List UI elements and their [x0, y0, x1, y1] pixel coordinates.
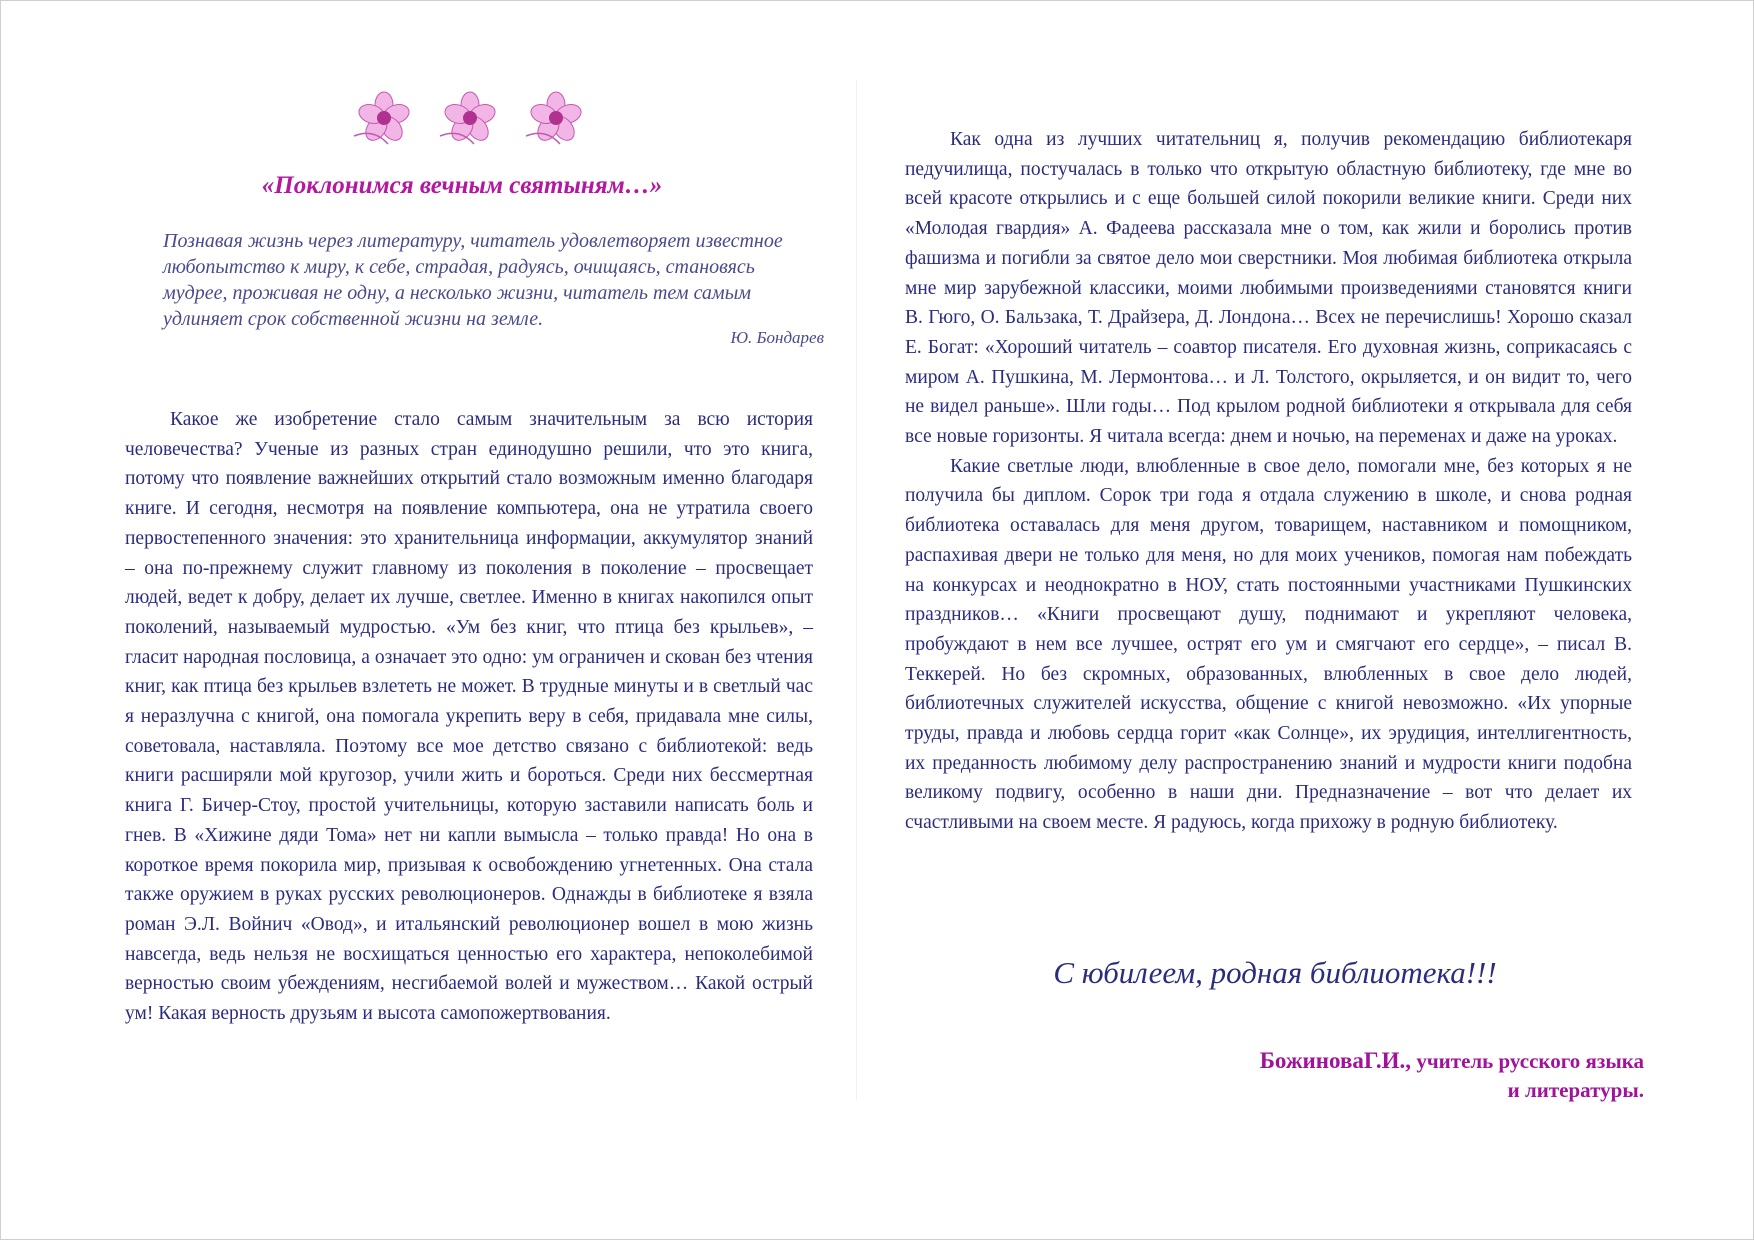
left-column: [125, 405, 813, 1029]
flower-icon: [436, 84, 504, 152]
page-title: «Поклонимся вечным святыням…»: [261, 172, 663, 199]
author-signature: [1060, 1046, 1644, 1105]
epigraph-author: Ю. Бондарев: [730, 328, 824, 347]
author-role: учитель русского языка: [1411, 1049, 1644, 1073]
epigraph-text: Познавая жизнь через литературу, читатель удовлетворяет известное любопытство к миру, к себе, страдая, радуясь, очищаясь, становясь мудрее, проживая не одну, а несколько жизни, читатель тем самым удлиняет срок собственной жизни на земле.: [163, 230, 783, 330]
right-column: [905, 125, 1632, 838]
author-name: БожиноваГ.И.,: [1259, 1048, 1412, 1073]
author-role-line2: и литературы.: [1507, 1078, 1644, 1102]
body-paragraph: Какое же изобретение стало самым значительным за всю история человечества? Ученые из разных стран единодушно решили, что это книга, потому что появление важнейших открытий стало возможным именно благодаря книге. И сегодня, несмотря на появление компьютера, она не утратила своего первостепенного значения: это хранительница информации, аккумулятор знаний – она по-прежнему служит главному из поколения в поколение – просвещает людей, ведет к добру, делает их лучше, светлее. Именно в книгах накопился опыт поколений, называемый мудростью. «Ум без книг, что птица без крыльев», – гласит народная пословица, а означает это одно: ум ограничен и скован без чтения книг, как птица без крыльев взлететь не может. В трудные минуты и в светлый час я неразлучна с книгой, она помогала укрепить веру в себя, придавала мне силы, советовала, наставляла. Поэтому все мое детство связано с библиотекой: ведь книги расширяли мой кругозор, учили жить и бороться. Среди них бессмертная книга Г. Бичер-Стоу, простой учительницы, которую заставили написать боль и гнев. В «Хижине дяди Тома» нет ни капли вымысла – только правда! Но она в короткое время покорила мир, призывая к освобождению угнетенных. Она стала также оружием в руках русских революционеров. Однажды в библиотеке я взяла роман Э.Л. Войнич «Овод», и итальянский революционер вошел в мою жизнь навсегда, ведь нельзя не восхищаться ценностью его характера, непоколебимой верностью своим убеждениям, несгибаемой волей и мужеством… Какой острый ум! Какая верность друзьям и высота самопожертвования.: [125, 409, 813, 1025]
jubilee-greeting: С юбилеем, родная библиотека!!!: [1053, 955, 1497, 990]
flower-icon: [522, 84, 590, 152]
body-paragraph: Какие светлые люди, влюбленные в свое дело, помогали мне, без которых я не получила бы диплом. Сорок три года я отдала служению в школе, и снова родная библиотека оставалась для меня другом, товарищем, наставником и помощником, распахивая двери не только для меня, но для моих учеников, помогая нам побеждать на конкурсах и неоднократно в НОУ, стать постоянными участниками Пушкинских праздников… «Книги просвещают душу, поднимают и укрепляют человека, пробуждают в нем все лучшее, острят его ум и смягчают его сердце», – писал В. Теккерей. Но без скромных, образованных, влюбленных в свое дело людей, библиотечных служителей искусства, общение с книгой невозможно. «Их упорные труды, правда и любовь сердца горит «как Солнце», их эрудиция, интеллигентность, их преданность любимому делу распространению знаний и мудрости книги подобна великому подвигу, особенно в наши дни. Предназначение – вот что делает их счастливыми на своем месте. Я радуюсь, когда прихожу в родную библиотеку.: [905, 455, 1632, 834]
flower-icon: [350, 84, 418, 152]
body-paragraph: Как одна из лучших читательниц я, получив рекомендацию библиотекаря педучилища, постучалась в только что открытую областную библиотеку, где мне во всей красоте открылись и с еще большей силой покорили великие книги. Среди них «Молодая гвардия» А. Фадеева рассказала мне о том, как жили и боролись против фашизма и погибли за святое дело мои сверстники. Моя любимая библиотека открыла мне мир зарубежной классики, моими любимыми произведениями становятся книги В. Гюго, О. Бальзака, Т. Драйзера, Д. Лондона… Всех не перечислишь! Хорошо сказал Е. Богат: «Хороший читатель – соавтор писателя. Его духовная жизнь, соприкасаясь с миром А. Пушкина, М. Лермонтова… и Л. Толстого, окрыляется, и он видит то, чего не видел раньше». Шли годы… Под крылом родной библиотеки я открывала для себя все новые горизонты. Я читала всегда: днем и ночью, на переменах и даже на уроках.: [905, 129, 1632, 448]
page-gutter: [856, 80, 857, 1100]
flower-decoration: [350, 84, 590, 156]
